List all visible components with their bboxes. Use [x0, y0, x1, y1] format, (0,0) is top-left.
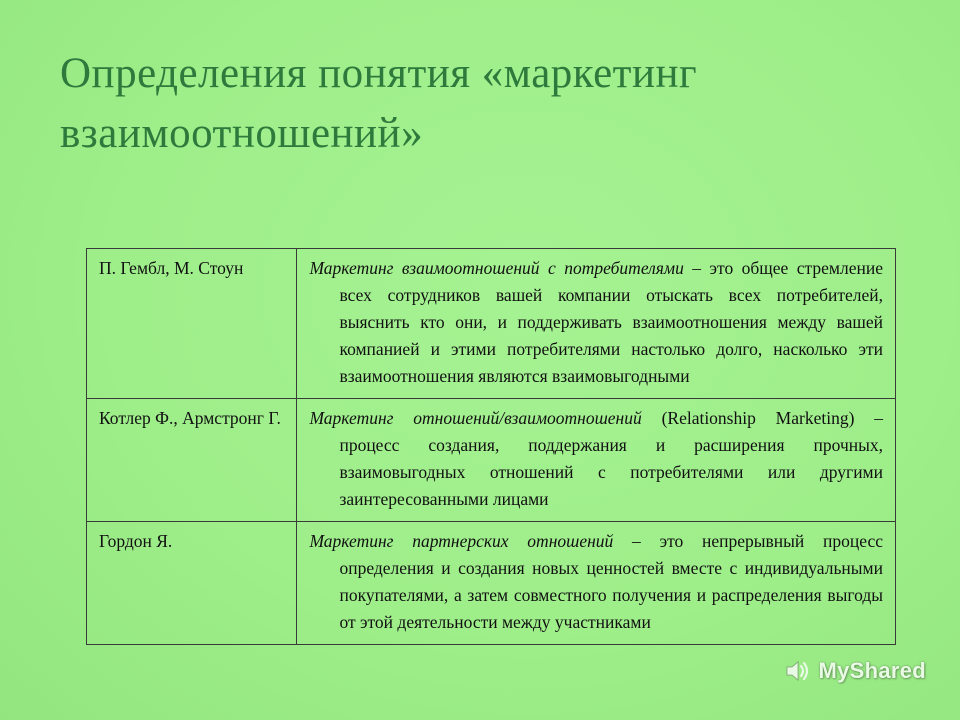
author-name: Гордон Я. [99, 531, 173, 551]
definition-text [309, 405, 885, 513]
definition-text [309, 255, 885, 390]
author-cell [87, 522, 297, 645]
watermark-text: MyShared [818, 658, 926, 683]
definition-text [309, 528, 885, 636]
speaker-wave-icon [782, 656, 812, 686]
definition-body: – это общее стремление всех сотрудников вашей компании отыскать всех потребителей, выяснить кто они, и поддерживать взаимоотношения между вашей компанией и этими потребителями настолько долго, насколько эти взаимоотношения являются взаимовыгодными [339, 258, 883, 386]
table-row [87, 522, 896, 645]
definition-term: Маркетинг отношений/взаимоотношений [309, 408, 642, 428]
definition-body: (Relationship Marketing) – процесс создания, поддержания и расширения прочных, взаимовыгодных отношений с потребителями или другими заинтересованными лицами [339, 408, 883, 509]
slide-title: Определения понятия «маркетинг взаимоотношений» [60, 50, 698, 157]
definition-term: Маркетинг взаимоотношений с потребителями [309, 258, 684, 278]
table-row [87, 399, 896, 522]
author-cell [87, 399, 297, 522]
definition-body: – это непрерывный процесс определения и создания новых ценностей вместе с индивидуальными покупателями, а затем совместного получения и распределения выгоды от этой деятельности между участниками [339, 531, 883, 632]
table-row [87, 249, 896, 399]
definition-cell [297, 399, 896, 522]
definition-cell [297, 249, 896, 399]
author-name: П. Гембл, М. Стоун [99, 258, 244, 278]
author-cell [87, 249, 297, 399]
definitions-table [86, 248, 896, 645]
watermark-logo [782, 654, 926, 688]
definition-term: Маркетинг партнерских отношений [309, 531, 614, 551]
author-name: Котлер Ф., Армстронг Г. [99, 408, 281, 428]
definition-cell [297, 522, 896, 645]
